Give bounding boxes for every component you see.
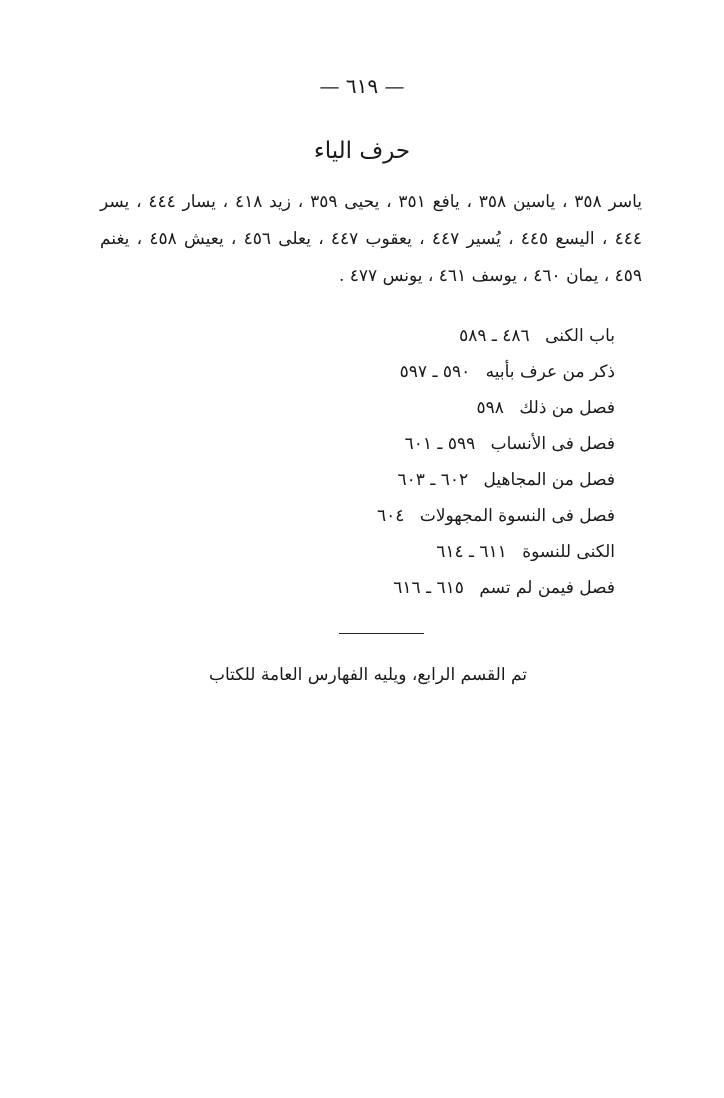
chapter-entry [300, 318, 615, 354]
chapter-pages: ٦٠٢ ـ ٦٠٣ [397, 470, 469, 490]
chapter-entry [300, 354, 615, 390]
chapter-pages: ٤٨٦ ـ ٥٨٩ [459, 326, 530, 346]
chapter-pages: ٥٩٠ ـ ٥٩٧ [399, 362, 471, 382]
chapter-title: فصل من المجاهيل [483, 470, 615, 490]
chapter-title: الكنى للنسوة [522, 542, 615, 562]
chapter-entry [300, 534, 615, 570]
chapter-pages: ٦٠٤ [377, 506, 405, 526]
chapter-pages: ٦١١ ـ ٦١٤ [436, 542, 507, 562]
chapter-list [300, 318, 615, 606]
chapter-entry [300, 390, 615, 426]
chapter-title: باب الكنى [545, 326, 615, 346]
page-number: — ٦١٩ — [319, 74, 405, 98]
chapter-title: فصل فى الأنساب [490, 434, 615, 454]
chapter-entry [300, 570, 615, 606]
chapter-title: ذكر من عرف بأبيه [485, 362, 615, 382]
section-divider [339, 633, 424, 634]
chapter-pages: ٥٩٩ ـ ٦٠١ [404, 434, 476, 454]
section-heading: حرف الياء [313, 138, 411, 164]
chapter-entry [300, 426, 615, 462]
chapter-title: فصل من ذلك [519, 398, 615, 418]
chapter-pages: ٦١٥ ـ ٦١٦ [393, 578, 464, 598]
chapter-entry [300, 462, 615, 498]
chapter-entry [300, 498, 615, 534]
names-index-paragraph: ياسر ٣٥٨ ، ياسين ٣٥٨ ، يافع ٣٥١ ، يحيى ٣٥٩ ، زيد ٤١٨ ، يسار ٤٤٤ ، يسر ٤٤٤ ، اليسع ٤٤٥ ، يُسير ٤٤٧ ، يعقوب ٤٤٧ ، يعلى ٤٥٦ ، يعيش ٤٥٨ ، يغنم ٤٥٩ ، يمان ٤٦٠ ، يوسف ٤٦١ ، يونس ٤٧٧ . [100, 192, 643, 286]
chapter-title: فصل فيمن لم تسم [479, 578, 615, 598]
chapter-title: فصل فى النسوة المجهولات [419, 506, 615, 526]
closing-note: تم القسم الرابع، ويليه الفهارس العامة للكتاب [208, 665, 527, 685]
chapter-pages: ٥٩٨ [476, 398, 504, 418]
